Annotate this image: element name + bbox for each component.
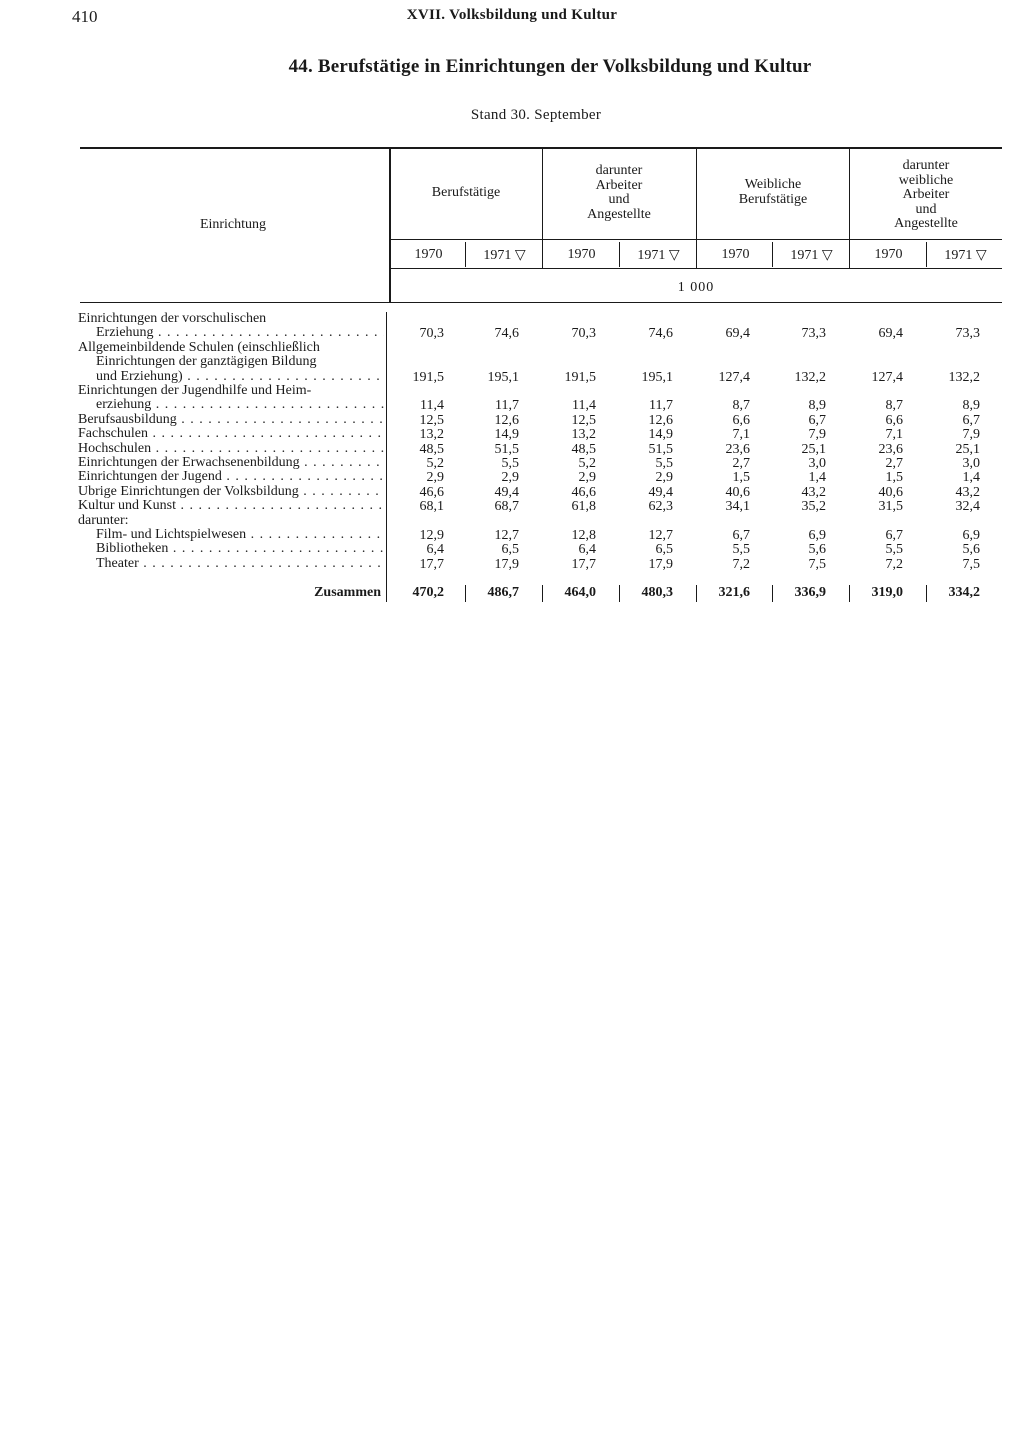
row-label-line: darunter: (78, 513, 129, 528)
table-cell: 12,9 (419, 528, 444, 543)
total-divider-5 (772, 585, 773, 602)
table-cell: 5,5 (885, 542, 903, 558)
column-group-header (543, 164, 695, 222)
table-cell: 5,2 (578, 456, 596, 471)
table-cell: 191,5 (564, 369, 596, 385)
table-cell: 49,4 (648, 484, 673, 500)
table-cell: 17,9 (648, 556, 673, 572)
column-group-header-line: Berufstätige (738, 191, 808, 207)
table-cell: 5,5 (501, 456, 519, 471)
table-cell: 13,2 (419, 427, 444, 443)
table-cell: 2,7 (885, 456, 903, 471)
stub-divider-body (386, 312, 387, 602)
table-cell: 7,2 (885, 556, 903, 572)
row-label-line: erziehung . . . (96, 398, 384, 412)
total-cell: 470,2 (412, 585, 444, 600)
table-cell: 69,4 (725, 326, 750, 342)
table-cell: 1,5 (885, 470, 903, 486)
year-header: 1970 (721, 247, 750, 262)
year-header: 1971 ▽ (483, 248, 526, 263)
table-cell: 6,7 (732, 528, 750, 543)
year-header: 1970 (874, 247, 903, 262)
table-cell: 2,9 (578, 470, 596, 486)
stub-header: Einrichtung (199, 217, 267, 232)
total-cell: 336,9 (794, 585, 826, 600)
column-group-header-line: und (915, 201, 937, 217)
table-cell: 12,8 (571, 528, 596, 543)
total-divider-7 (926, 585, 927, 602)
table-cell: 68,1 (419, 499, 444, 515)
table-cell: 6,9 (808, 528, 826, 543)
column-group-header-line: Angestellte (587, 206, 651, 222)
table-cell: 5,5 (732, 542, 750, 558)
table-cell: 2,9 (655, 470, 673, 486)
table-cell: 12,7 (494, 528, 519, 543)
year-header: 1971 ▽ (790, 248, 833, 263)
table-cell: 34,1 (725, 499, 750, 515)
table-cell: 7,2 (732, 556, 750, 572)
page-number: 410 (72, 7, 98, 26)
table-cell: 17,7 (571, 556, 596, 572)
table-cell: 6,6 (885, 412, 903, 428)
table-cell: 132,2 (948, 369, 980, 385)
top-rule (80, 147, 1002, 149)
row-label-line: Hochschulen . . . (78, 442, 384, 456)
year-header: 1970 (567, 247, 596, 262)
column-group-header-line: und (608, 192, 630, 207)
column-group-header (850, 159, 1002, 232)
table-cell: 6,6 (732, 412, 750, 428)
table-cell: 51,5 (648, 441, 673, 457)
table-cell: 5,6 (808, 542, 826, 558)
row-label-line: Film- und Lichtspielwesen . . . (96, 528, 384, 542)
unit-label: 1 000 (677, 280, 715, 295)
table-cell: 17,7 (419, 556, 444, 572)
table-cell: 2,9 (501, 470, 519, 486)
table-cell: 6,7 (885, 528, 903, 543)
table-cell: 73,3 (955, 326, 980, 342)
table-cell: 6,9 (962, 528, 980, 543)
table-cell: 48,5 (571, 441, 596, 457)
table-cell: 8,7 (732, 398, 750, 414)
table-cell: 3,0 (808, 456, 826, 471)
row-label-line: Kultur und Kunst . . . (78, 499, 384, 513)
year-header: 1971 ▽ (637, 248, 680, 263)
table-cell: 11,7 (495, 398, 519, 414)
table-cell: 2,7 (732, 456, 750, 471)
table-cell: 127,4 (871, 369, 903, 385)
table-cell: 8,9 (808, 398, 826, 414)
year-header: 1971 ▽ (944, 248, 987, 263)
table-cell: 49,4 (494, 484, 519, 500)
table-cell: 14,9 (494, 427, 519, 443)
table-cell: 14,9 (648, 427, 673, 443)
table-cell: 1,5 (732, 470, 750, 486)
running-head: XVII. Volksbildung und Kultur (406, 7, 618, 23)
table-cell: 7,9 (962, 427, 980, 443)
table-cell: 127,4 (718, 369, 750, 385)
table-cell: 31,5 (878, 499, 903, 515)
table-cell: 70,3 (571, 326, 596, 342)
table-cell: 51,5 (494, 441, 519, 457)
table-cell: 43,2 (955, 484, 980, 500)
row-label-line: Übrige Einrichtungen der Volksbildung . . . (78, 485, 384, 499)
total-divider-2 (542, 585, 543, 602)
row-label-line: Berufsausbildung . . . (78, 413, 384, 427)
column-group-header-line: Arbeiter (902, 187, 950, 202)
table-cell: 32,4 (955, 499, 980, 515)
table-cell: 7,5 (962, 556, 980, 572)
table-cell: 11,4 (420, 398, 444, 414)
total-cell: 480,3 (641, 585, 673, 600)
table-cell: 43,2 (801, 484, 826, 500)
row-label-line: Einrichtungen der vorschulischen (78, 312, 267, 326)
table-cell: 11,4 (572, 398, 596, 414)
table-cell: 7,1 (732, 427, 750, 443)
table-cell: 74,6 (494, 326, 519, 342)
table-cell: 7,9 (808, 427, 826, 443)
total-cell: 486,7 (487, 585, 519, 600)
table-cell: 6,4 (578, 542, 596, 558)
table-cell: 17,9 (494, 556, 519, 572)
table-cell: 7,5 (808, 556, 826, 572)
table-cell: 195,1 (487, 369, 519, 385)
table-cell: 13,2 (571, 427, 596, 443)
table-cell: 40,6 (725, 484, 750, 500)
total-divider-3 (619, 585, 620, 602)
column-group-header-line: Weibliche (744, 177, 802, 192)
table-cell: 1,4 (962, 470, 980, 486)
total-cell: 464,0 (564, 585, 596, 600)
table-title: 44. Berufstätige in Einrichtungen der Volksbildung und Kultur (288, 56, 812, 77)
column-group-header-line: Arbeiter (595, 177, 643, 193)
row-label-line: Fachschulen . . . (78, 427, 384, 441)
total-divider-4 (696, 585, 697, 602)
table-cell: 11,7 (649, 398, 673, 414)
table-cell: 70,3 (419, 326, 444, 342)
row-label-line: Einrichtungen der ganztägigen Bildung (96, 355, 317, 370)
total-cell: 321,6 (718, 585, 750, 600)
table-cell: 6,4 (426, 542, 444, 558)
table-cell: 12,6 (494, 412, 519, 428)
table-cell: 191,5 (412, 369, 444, 385)
column-group-header (697, 178, 849, 207)
total-cell: 334,2 (948, 585, 980, 600)
table-cell: 7,1 (885, 427, 903, 443)
table-cell: 6,7 (962, 412, 980, 428)
table-cell: 74,6 (648, 326, 673, 342)
column-group-header-line: weibliche (898, 172, 954, 188)
table-cell: 35,2 (801, 499, 826, 515)
table-cell: 8,9 (962, 398, 980, 414)
table-cell: 6,5 (501, 542, 519, 558)
table-cell: 5,5 (655, 456, 673, 471)
table-cell: 195,1 (641, 369, 673, 385)
table-cell: 46,6 (571, 484, 596, 500)
row-label-line: und Erziehung) . . . (96, 370, 384, 384)
header-bottom-rule (80, 302, 1002, 303)
table-cell: 5,6 (962, 542, 980, 558)
table-cell: 132,2 (794, 369, 826, 385)
total-label: Zusammen (314, 585, 381, 600)
row-label-line: Bibliotheken . . . (96, 542, 384, 556)
table-cell: 12,5 (571, 412, 596, 428)
table-cell: 48,5 (419, 441, 444, 457)
table-cell: 25,1 (801, 441, 826, 457)
row-label-line: Erziehung . . . (96, 326, 384, 340)
row-label-line: Einrichtungen der Jugend . . . (78, 470, 384, 484)
table-cell: 25,1 (955, 441, 980, 457)
table-cell: 61,8 (571, 499, 596, 515)
table-cell: 62,3 (648, 499, 673, 515)
total-divider-6 (849, 585, 850, 602)
year-header: 1970 (414, 247, 443, 262)
row-label-line: Einrichtungen der Jugendhilfe und Heim- (78, 384, 312, 398)
column-group-header-line: darunter (902, 158, 950, 173)
table-cell: 6,7 (808, 412, 826, 428)
table-cell: 12,5 (419, 412, 444, 428)
column-group-header (390, 186, 542, 201)
table-cell: 8,7 (885, 398, 903, 414)
total-divider-1 (465, 585, 466, 602)
table-cell: 40,6 (878, 484, 903, 500)
row-label-line: Theater . . . (96, 557, 384, 571)
table-cell: 6,5 (655, 542, 673, 558)
row-label-line: Allgemeinbildende Schulen (einschließlich (78, 340, 320, 355)
column-group-header-line: Angestellte (894, 216, 958, 231)
table-cell: 3,0 (962, 456, 980, 471)
table-cell: 23,6 (725, 441, 750, 457)
table-subtitle: Stand 30. September (470, 107, 602, 123)
column-group-header-line: darunter (595, 163, 643, 178)
table-cell: 12,6 (648, 412, 673, 428)
table-cell: 68,7 (494, 499, 519, 515)
table-cell: 23,6 (878, 441, 903, 457)
row-label-line: Einrichtungen der Erwachsenenbildung . . . (78, 456, 384, 470)
table-cell: 46,6 (419, 484, 444, 500)
total-cell: 319,0 (871, 585, 903, 600)
table-cell: 73,3 (801, 326, 826, 342)
table-cell: 2,9 (426, 470, 444, 486)
column-group-header-line: Berufstätige (431, 185, 501, 200)
table-cell: 5,2 (426, 456, 444, 471)
table-cell: 12,7 (648, 528, 673, 543)
table-cell: 1,4 (808, 470, 826, 486)
table-cell: 69,4 (878, 326, 903, 342)
